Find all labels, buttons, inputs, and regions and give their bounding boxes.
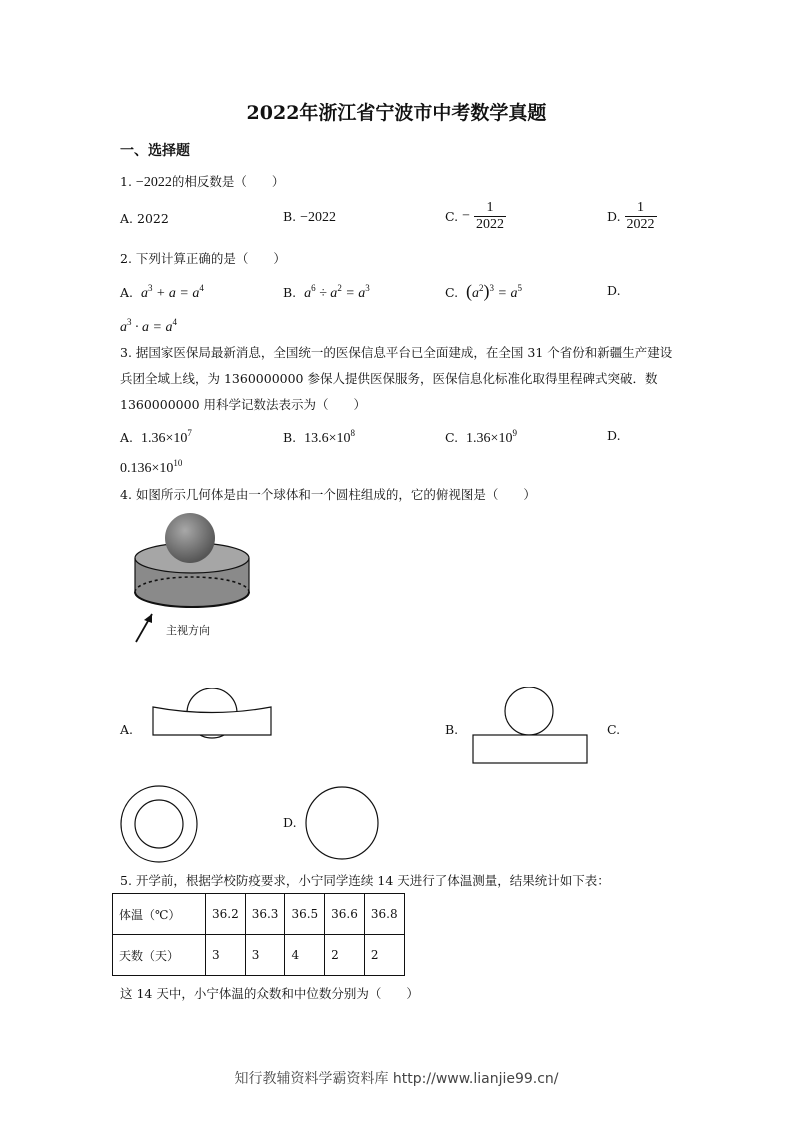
q2-option-d: D. — [607, 283, 621, 298]
table-cell: 4 — [285, 935, 325, 976]
table-cell: 2 — [325, 935, 365, 976]
table-cell: 36.6 — [325, 894, 365, 935]
question-5-followup: 这 14 天中，小宁体温的众数和中位数分别为（ ） — [120, 986, 419, 1001]
question-number: 1. — [120, 174, 132, 189]
page-title: 2022年浙江省宁波市中考数学真题 — [246, 102, 547, 124]
question-5: 5. 开学前，根据学校防疫要求，小宁同学连续 14 天进行了体温测量，结果统计如下表： — [120, 873, 610, 888]
q4-option-a: A. — [120, 722, 134, 737]
sphere — [165, 513, 215, 563]
table-cell: 36.3 — [245, 894, 285, 935]
q4-option-d: D. — [283, 815, 297, 830]
question-3: 3. 据国家医保局最新消息，全国统一的医保信息平台已全面建成，在全国 31 个省份和新疆生产建设兵团全域上线，为 1360000000 参保人提供医保服务，医保信息化标准化取得里程碑式突破．数 1360000000 用科学记数法表示为（ ） — [120, 345, 673, 412]
q3-option-a: A. $1.36\times 10^7$ — [120, 428, 192, 446]
question-1 — [120, 172, 284, 191]
math-expr: −2022 — [135, 175, 172, 190]
q3-option-c: C. $1.36\times 10^9$ — [445, 428, 517, 446]
question-2: 2. 下列计算正确的是（ ） — [120, 251, 286, 266]
q4-option-c-figure — [118, 784, 200, 864]
table-cell: 3 — [245, 935, 285, 976]
footer-watermark: 知行教辅资料学霸资料库 http://www.lianjie99.cn/ — [234, 1071, 559, 1087]
table-row — [113, 894, 405, 935]
q4-option-a-figure — [150, 688, 275, 740]
q3-option-b: B. $13.6\times 10^8$ — [283, 428, 356, 446]
question-text: 的相反数是（ ） — [171, 174, 285, 189]
q2-option-a: A. $a^3 + a = a^4$ — [120, 283, 204, 301]
section-heading: 一、选择题 — [120, 143, 190, 159]
table-cell: 2 — [364, 935, 404, 976]
q3-option-d-expr: $0.136\times 10^{10}$ — [120, 458, 183, 476]
table-cell: 36.8 — [364, 894, 404, 935]
table-cell: 36.2 — [206, 894, 246, 935]
temperature-table — [112, 893, 405, 976]
q4-option-c: C. — [607, 722, 621, 737]
table-cell: 36.5 — [285, 894, 325, 935]
q1-option-b: B. −2022 — [283, 209, 337, 225]
table-row-header: 天数（天） — [113, 935, 206, 976]
q1-option-d: D. $\frac{1}{2022}$ — [607, 200, 655, 232]
q4-option-d-figure — [304, 785, 380, 861]
q2-option-b: B. $a^6 \div a^2 = a^3$ — [283, 283, 370, 301]
q2-option-c: C. $(a^2)^3 = a^5$ — [445, 281, 522, 301]
q2-option-d-expr: $a^3 \cdot a = a^4$ — [120, 317, 177, 335]
q3-option-d: D. — [607, 428, 621, 443]
question-4: 4. 如图所示几何体是由一个球体和一个圆柱组成的，它的俯视图是（ ） — [120, 487, 536, 502]
table-row — [113, 935, 405, 976]
q4-option-b: B. — [445, 722, 459, 737]
q1-option-a: A. 2022 — [120, 211, 169, 226]
q4-option-b-figure — [470, 687, 590, 767]
figure-label: 主视方向 — [166, 624, 210, 637]
q1-option-c: C. − $\frac{1}{2022}$ — [445, 200, 504, 232]
table-cell: 3 — [206, 935, 246, 976]
table-row-header: 体温（℃） — [113, 894, 206, 935]
